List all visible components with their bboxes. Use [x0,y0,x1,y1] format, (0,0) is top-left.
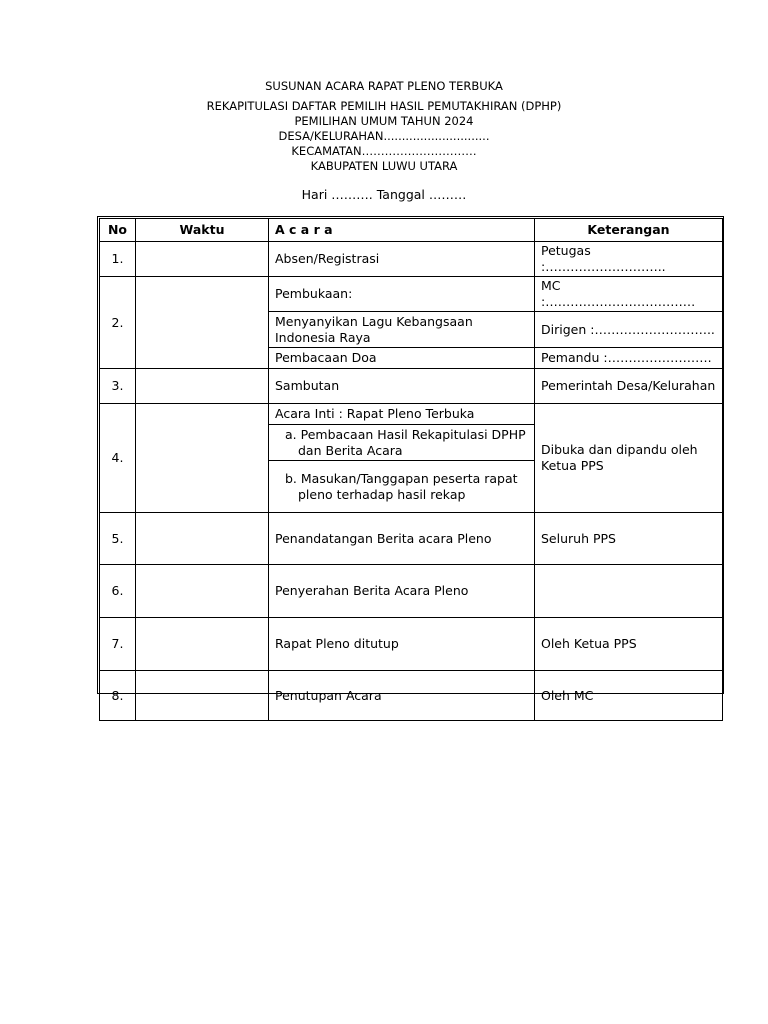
row-acara: Pembacaan Doa [269,348,535,369]
row-waktu [136,565,269,618]
row-acara: Pembukaan: [269,277,535,312]
desa-line: DESA/KELURAHAN............................. [278,129,490,143]
row-waktu [136,277,269,369]
row-waktu [136,404,269,513]
row-keterangan: Oleh Ketua PPS [535,618,723,671]
col-no: No [100,219,136,242]
row-no: 4. [100,404,136,513]
row-waktu [136,369,269,404]
col-acara: A c a r a [269,219,535,242]
row-acara-text: b. Masukan/Tanggapan peserta rapat pleno terhadap hasil rekap [285,470,518,502]
row-keterangan: Dibuka dan dipandu oleh Ketua PPS [535,404,723,513]
row-no: 2. [100,277,136,369]
row-acara: Rapat Pleno ditutup [269,618,535,671]
table-row [100,565,723,618]
row-acara: Absen/Registrasi [269,242,535,277]
row-acara: Acara Inti : Rapat Pleno Terbuka [269,404,535,425]
row-acara: Penutupan Acara [269,671,535,721]
doc-title: SUSUNAN ACARA RAPAT PLENO TERBUKA [265,79,503,93]
row-acara: Penandatangan Berita acara Pleno [269,513,535,565]
row-acara [269,461,535,513]
row-waktu [136,618,269,671]
row-keterangan: Pemandu :……………………. [535,348,723,369]
row-keterangan: Petugas :……………………….. [535,242,723,277]
row-no: 3. [100,369,136,404]
col-waktu: Waktu [136,219,269,242]
table-row [100,404,723,425]
agenda-table [99,218,723,721]
row-waktu [136,513,269,565]
row-keterangan: Oleh MC [535,671,723,721]
row-acara: Sambutan [269,369,535,404]
table-header-row [100,219,723,242]
row-keterangan: Dirigen :……………………….. [535,312,723,348]
table-row [100,618,723,671]
row-waktu [136,242,269,277]
row-keterangan: Pemerintah Desa/Kelurahan [535,369,723,404]
date-line: Hari ………. Tanggal ……… [301,187,467,202]
row-no: 6. [100,565,136,618]
table-row [100,369,723,404]
kabupaten-line: KABUPATEN LUWU UTARA [310,159,458,173]
table-row [100,242,723,277]
row-keterangan: Seluruh PPS [535,513,723,565]
row-no: 7. [100,618,136,671]
kecamatan-line: KECAMATAN………………………… [291,144,477,158]
row-acara-text: a. Pembacaan Hasil Rekapitulasi DPHP dan Berita Acara [285,426,526,458]
row-acara: Menyanyikan Lagu Kebangsaan Indonesia Raya [269,312,535,348]
col-keterangan: Keterangan [535,219,723,242]
row-no: 1. [100,242,136,277]
table-row [100,513,723,565]
row-no: 8. [100,671,136,721]
row-waktu [136,671,269,721]
row-keterangan: MC :……………………………… [535,277,723,312]
row-no: 5. [100,513,136,565]
row-keterangan [535,565,723,618]
row-acara [269,425,535,461]
row-acara: Penyerahan Berita Acara Pleno [269,565,535,618]
table-row [100,277,723,312]
table-row [100,671,723,721]
doc-subtitle: REKAPITULASI DAFTAR PEMILIH HASIL PEMUTAKHIRAN (DPHP) [206,99,562,113]
election-line: PEMILIHAN UMUM TAHUN 2024 [294,114,474,128]
